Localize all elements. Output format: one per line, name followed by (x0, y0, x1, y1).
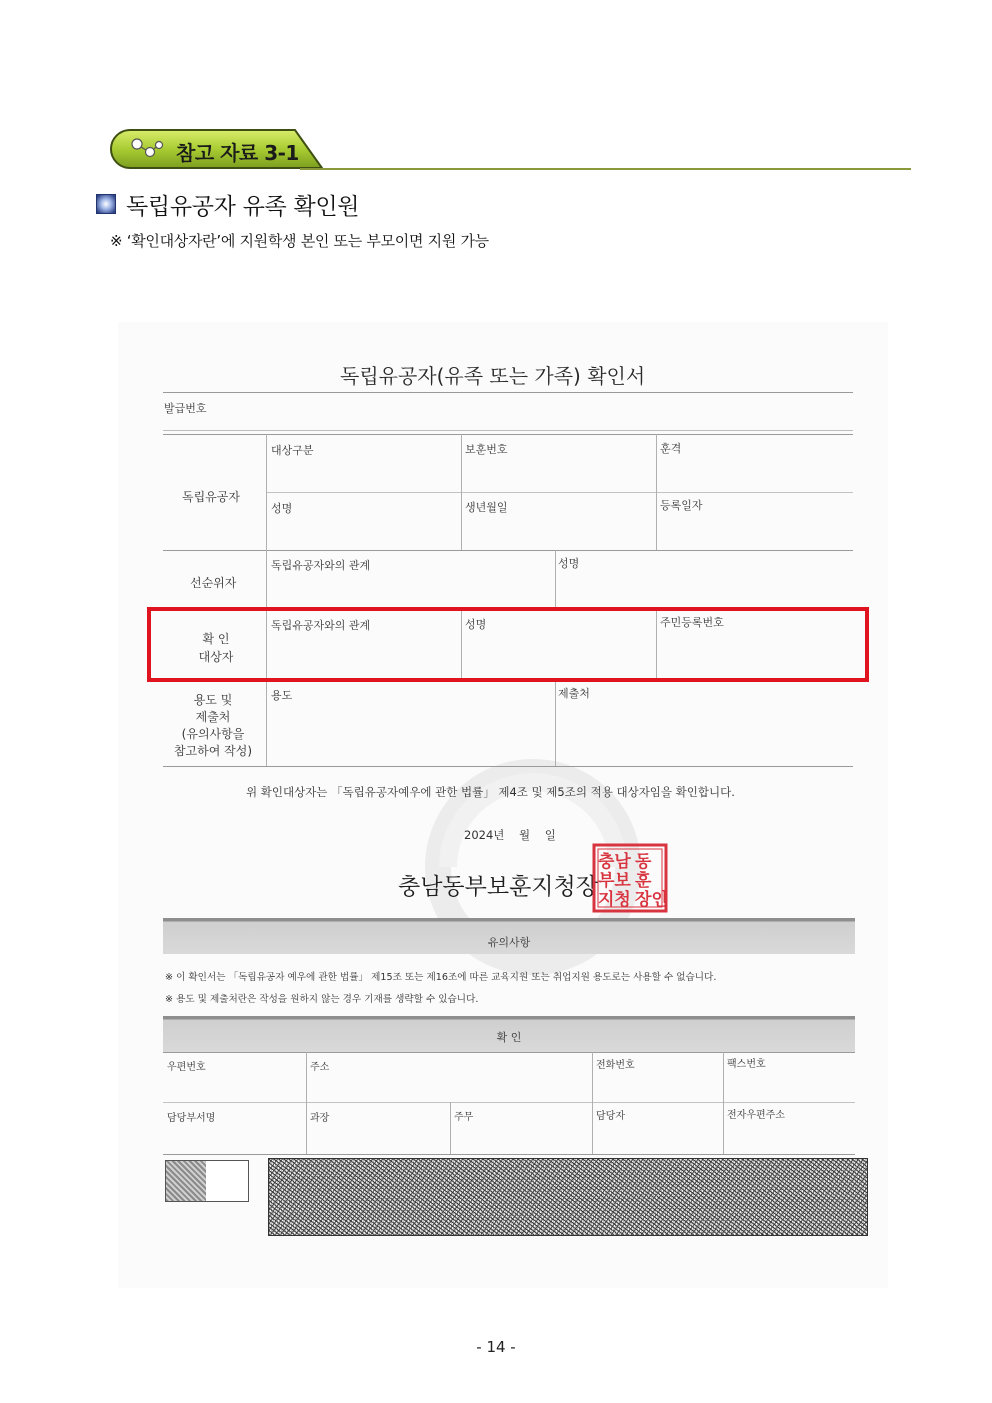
svg-text:장인: 장인 (635, 890, 668, 910)
field-target-rrn: 주민등록번호 (660, 616, 724, 629)
confirm-header: 확 인 (496, 1031, 522, 1044)
row-label-purpose (158, 692, 268, 760)
contact-email: 전자우편주소 (727, 1110, 785, 1121)
row-label-patriot: 독립유공자 (182, 490, 240, 504)
field-priority-name: 성명 (558, 557, 580, 570)
field-submit-to: 제출처 (558, 687, 590, 700)
field-category: 대상구분 (271, 444, 314, 457)
notice-1: ※ 이 확인서는 「독립유공자 예우에 관한 법률」 제15조 또는 제16조에 따른 교육지원 또는 취업지원 용도로는 사용할 수 없습니다. (165, 972, 717, 983)
issue-no-label: 발급번호 (164, 402, 207, 415)
row-label-target-2: 대상자 (198, 650, 234, 664)
svg-text:부보: 부보 (598, 871, 631, 891)
row-label-target-1: 확 인 (202, 632, 230, 646)
svg-text:충남: 충남 (598, 852, 631, 872)
confirm-statement: 위 확인대상자는 「독립유공자예우에 관한 법률」 제4조 및 제5조의 적용 대상자임을 확인합니다. (246, 785, 735, 799)
section-title: 독립유공자 유족 확인원 (126, 194, 360, 220)
section-note: ※ ‘확인대상자란’에 지원학생 본인 또는 부모이면 지원 가능 (110, 232, 489, 250)
contact-fax: 팩스번호 (727, 1059, 766, 1070)
row-label-priority: 선순위자 (190, 576, 237, 590)
notice-2: ※ 용도 및 제출처란은 작성을 원하지 않는 경우 기재를 생략할 수 있습니다. (165, 994, 479, 1005)
field-relation: 독립유공자와의 관계 (271, 559, 371, 572)
svg-text:지청: 지청 (598, 890, 631, 910)
contact-phone: 전화번호 (596, 1060, 635, 1071)
notice-header: 유의사항 (487, 936, 531, 949)
field-name: 성명 (271, 502, 293, 515)
svg-text:동: 동 (635, 852, 652, 872)
svg-text:훈: 훈 (635, 871, 652, 891)
purpose-label-line: 참고하여 작성) (173, 744, 253, 758)
contact-dept: 담당부서명 (167, 1113, 216, 1124)
contact-chief: 과장 (310, 1113, 330, 1124)
field-target-name: 성명 (465, 618, 487, 631)
field-birthdate: 생년월일 (465, 501, 508, 514)
qr-code-icon (166, 1161, 206, 1201)
field-veteran-no: 보훈번호 (465, 443, 508, 456)
encoded-noise-strip (268, 1158, 868, 1236)
official-seal (591, 842, 669, 914)
purpose-label-line: 용도 및 (193, 693, 233, 707)
field-target-relation: 독립유공자와의 관계 (271, 619, 371, 632)
contact-zip: 우편번호 (167, 1062, 206, 1073)
field-purpose: 용도 (271, 689, 293, 702)
field-reg-date: 등록일자 (660, 499, 703, 512)
page-number: - 14 - (476, 1338, 516, 1356)
form-title: 독립유공자(유족 또는 가족) 확인서 (340, 364, 646, 388)
contact-address: 주소 (310, 1062, 330, 1073)
issuer-name: 충남동부보훈지청장 (398, 874, 598, 900)
highlight-target-row (147, 607, 869, 682)
purpose-label-line: (유의사항을 (181, 727, 245, 741)
date-line: 2024년 월 일 (464, 828, 556, 842)
tab-label: 참고 자료 3-1 (176, 141, 299, 165)
contact-officer: 주무 (454, 1112, 474, 1123)
header-rule (300, 168, 911, 170)
square-bullet-icon (96, 194, 116, 214)
qr-box (165, 1160, 249, 1202)
contact-staff: 담당자 (596, 1111, 625, 1122)
scanned-certificate (118, 322, 888, 1288)
purpose-label-line: 제출처 (195, 710, 231, 724)
field-decoration: 훈격 (660, 442, 682, 455)
